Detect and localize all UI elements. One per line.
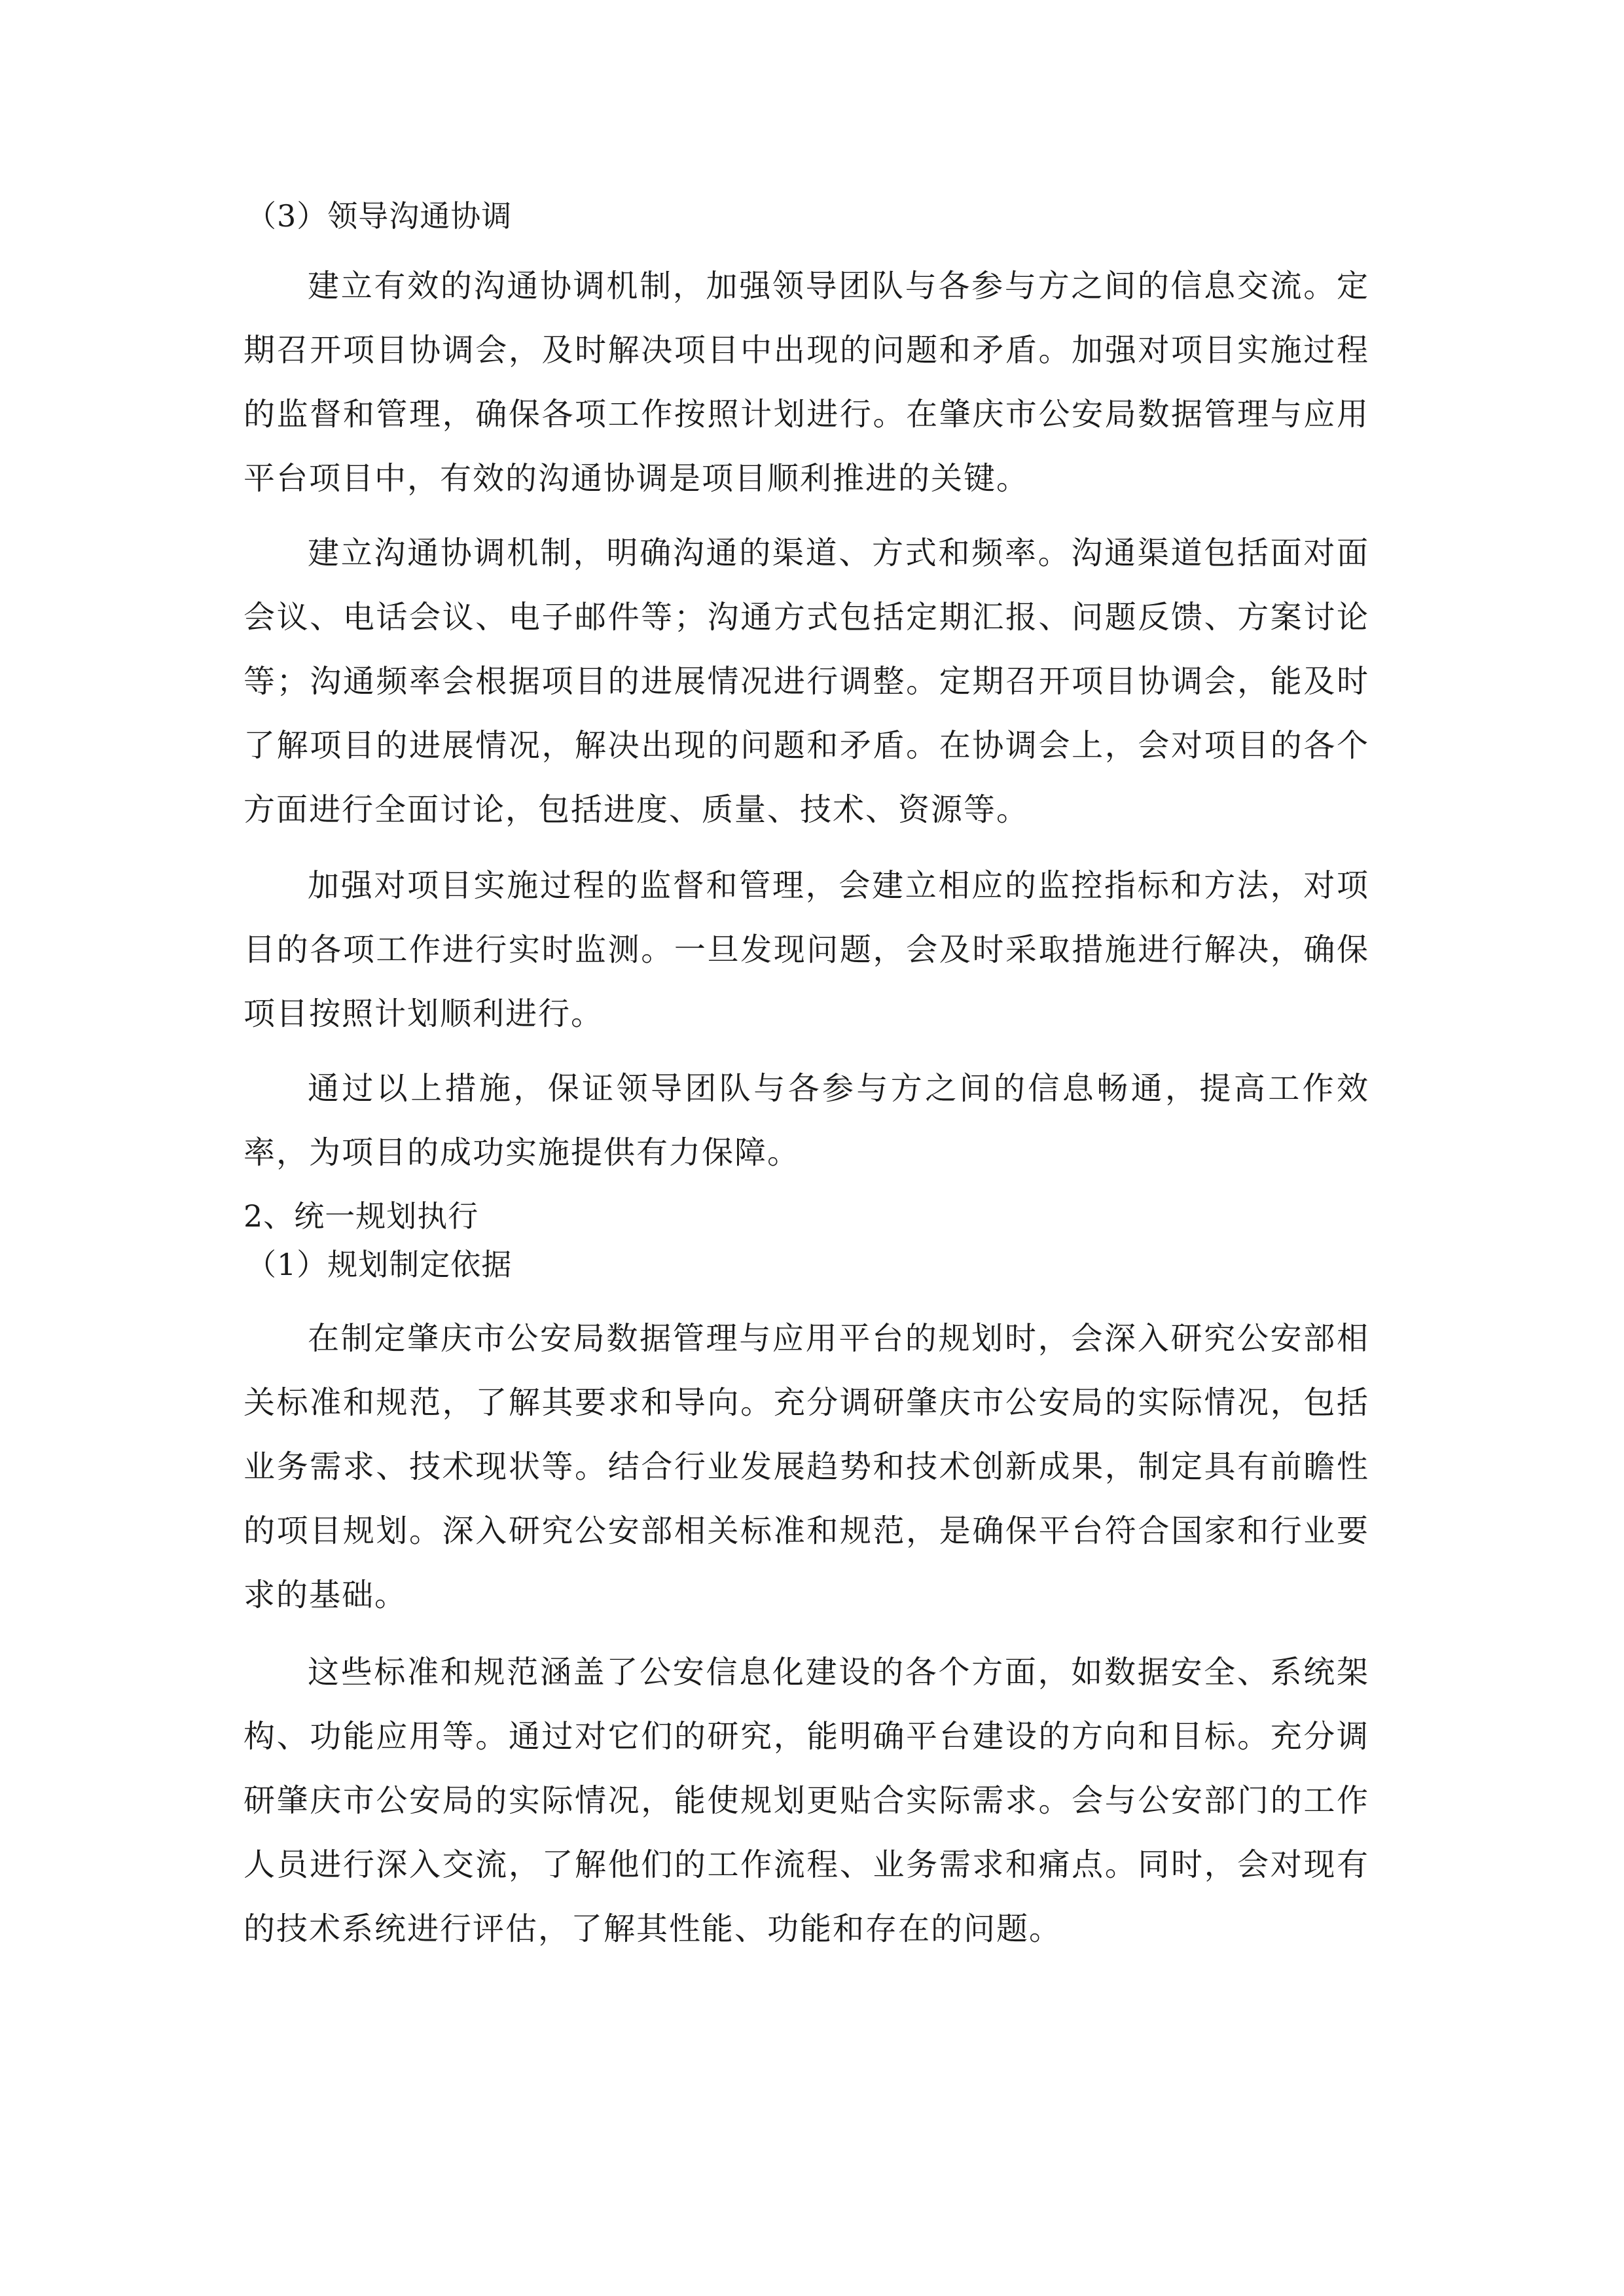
- paragraph-communication-channels: 建立沟通协调机制，明确沟通的渠道、方式和频率。沟通渠道包括面对面会议、电话会议、电子邮件等；沟通方式包括定期汇报、问题反馈、方案讨论等；沟通频率会根据项目的进展情况进行调整。定期召开项目协调会，能及时了解项目的进展情况，解决出现的问题和矛盾。在协调会上，会对项目的各个方面进行全面讨论，包括进度、质量、技术、资源等。: [244, 535, 1369, 828]
- paragraph-planning-research: 在制定肇庆市公安局数据管理与应用平台的规划时，会深入研究公安部相关标准和规范，了解其要求和导向。充分调研肇庆市公安局的实际情况，包括业务需求、技术现状等。结合行业发展趋势和技术创新成果，制定具有前瞻性的项目规划。深入研究公安部相关标准和规范，是确保平台符合国家和行业要求的基础。: [244, 1320, 1369, 1613]
- document-body: [244, 190, 1369, 1961]
- paragraph-communication-mechanism: 建立有效的沟通协调机制，加强领导团队与各参与方之间的信息交流。定期召开项目协调会，及时解决项目中出现的问题和矛盾。加强对项目实施过程的监督和管理，确保各项工作按照计划进行。在肇庆市公安局数据管理与应用平台项目中，有效的沟通协调是项目顺利推进的关键。: [244, 268, 1369, 497]
- section-heading-unified-planning: 2、统一规划执行: [244, 1198, 479, 1234]
- section-heading-leadership-communication: （3）领导沟通协调: [246, 198, 513, 234]
- paragraph-measures-summary: 通过以上措施，保证领导团队与各参与方之间的信息畅通，提高工作效率，为项目的成功实施提供有力保障。: [244, 1070, 1369, 1171]
- subsection-heading-planning-basis: （1）规划制定依据: [246, 1247, 513, 1282]
- paragraph-supervision: 加强对项目实施过程的监督和管理，会建立相应的监控指标和方法，对项目的各项工作进行实时监测。一旦发现问题，会及时采取措施进行解决，确保项目按照计划顺利进行。: [244, 867, 1369, 1032]
- paragraph-standards-coverage: 这些标准和规范涵盖了公安信息化建设的各个方面，如数据安全、系统架构、功能应用等。通过对它们的研究，能明确平台建设的方向和目标。充分调研肇庆市公安局的实际情况，能使规划更贴合实际需求。会与公安部门的工作人员进行深入交流，了解他们的工作流程、业务需求和痛点。同时，会对现有的技术系统进行评估，了解其性能、功能和存在的问题。: [244, 1654, 1369, 1947]
